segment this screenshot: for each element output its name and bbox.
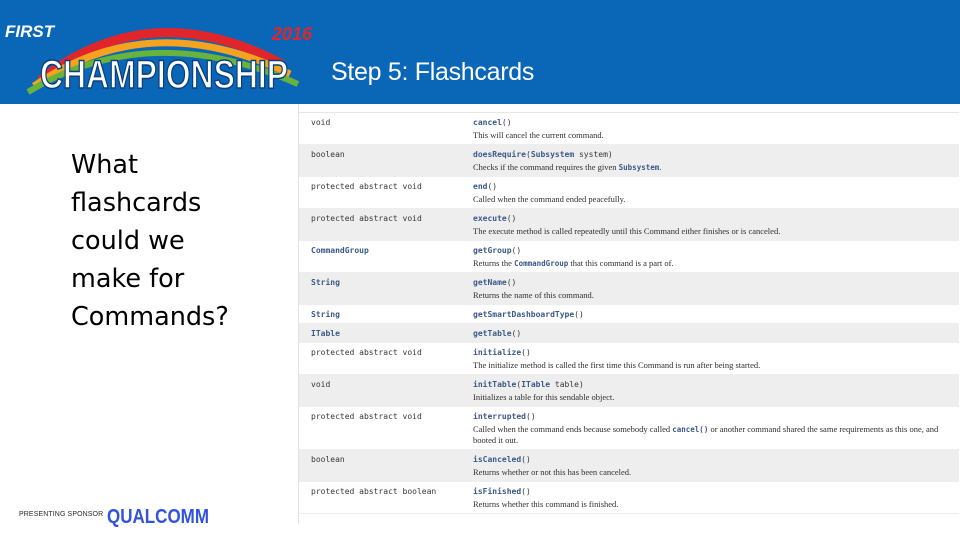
method-description xyxy=(473,499,947,510)
method-signature xyxy=(473,309,947,320)
method-row xyxy=(299,375,959,407)
paren-close: ) xyxy=(607,150,613,159)
method-description xyxy=(473,360,947,371)
header-bar xyxy=(0,0,960,104)
paren-open: ( xyxy=(516,380,522,389)
method-cell xyxy=(473,245,959,269)
paren-close: ) xyxy=(579,380,584,389)
javadoc-method-summary xyxy=(298,104,959,524)
return-type[interactable]: String xyxy=(311,310,340,319)
description-text: Returns whether or not this has been canceled. xyxy=(473,467,632,477)
method-row xyxy=(299,113,959,145)
description-text: This will cancel the current command. xyxy=(473,130,604,140)
method-name-link[interactable]: isCanceled xyxy=(473,455,522,464)
method-signature xyxy=(473,245,947,256)
logo-championship-text: CHAMPIONSHIP xyxy=(40,53,288,97)
paren-open: ( xyxy=(506,214,512,223)
method-signature xyxy=(473,486,947,497)
method-row xyxy=(299,145,959,177)
paren-open: ( xyxy=(521,348,526,357)
method-cell xyxy=(473,411,959,446)
method-name-link[interactable]: end xyxy=(473,182,488,191)
method-cell xyxy=(473,486,959,510)
return-type: protected abstract void xyxy=(311,412,422,421)
method-name-link[interactable]: getTable xyxy=(473,329,512,338)
method-description xyxy=(473,258,947,269)
method-table xyxy=(299,113,959,514)
return-type: void xyxy=(311,380,331,389)
param-type-link[interactable]: ITable xyxy=(521,380,551,389)
description-text: Initializes a table for this sendable object. xyxy=(473,392,615,402)
method-description xyxy=(473,226,947,237)
description-text: or another command shared the same requirements as this one, and booted it out. xyxy=(473,424,939,445)
method-signature xyxy=(473,213,947,224)
method-row xyxy=(299,273,959,305)
method-cell xyxy=(473,328,959,339)
doc-top-edge xyxy=(299,104,959,113)
paren-open: ( xyxy=(511,246,517,255)
paren-close: ) xyxy=(526,348,531,357)
paren-close: ) xyxy=(530,412,536,421)
presenting-sponsor-label: PRESENTING SPONSOR xyxy=(19,511,104,518)
method-row xyxy=(299,305,959,324)
return-type: protected abstract boolean xyxy=(311,487,437,496)
method-row xyxy=(299,241,959,273)
logo-first-text: FIRST xyxy=(5,22,55,41)
method-cell xyxy=(473,309,959,320)
method-cell xyxy=(473,347,959,371)
logo-year-text: 2016 xyxy=(272,24,313,44)
return-type: void xyxy=(311,118,331,127)
method-signature xyxy=(473,181,947,192)
method-row xyxy=(299,343,959,375)
method-cell xyxy=(473,149,959,173)
paren-open: ( xyxy=(487,182,493,191)
method-signature xyxy=(473,328,947,339)
method-name-link[interactable]: isFinished xyxy=(473,487,522,496)
description-text: Returns the xyxy=(473,258,515,268)
method-signature xyxy=(473,117,947,128)
method-name-link[interactable]: doesRequire xyxy=(473,150,526,159)
method-row xyxy=(299,407,959,450)
method-cell xyxy=(473,454,959,478)
method-name-link[interactable]: initialize xyxy=(473,348,522,357)
paren-open: ( xyxy=(525,150,531,159)
qualcomm-logo xyxy=(107,505,211,527)
method-name-link[interactable]: interrupted xyxy=(473,412,526,421)
question-line: make for xyxy=(71,264,185,294)
qualcomm-logo-text: QUALCOMM xyxy=(107,506,209,528)
paren-close: ) xyxy=(511,278,517,287)
description-text: Called when the command ended peacefully. xyxy=(473,194,626,204)
description-text: The initialize method is called the first time this Command is run after being started. xyxy=(473,360,761,370)
method-cell xyxy=(473,379,959,403)
paren-close: ) xyxy=(492,182,498,191)
method-description xyxy=(473,130,947,141)
return-type[interactable]: ITable xyxy=(311,329,340,338)
paren-close: ) xyxy=(506,118,512,127)
paren-close: ) xyxy=(526,487,531,496)
paren-open: ( xyxy=(525,412,531,421)
description-code-link[interactable]: CommandGroup xyxy=(514,259,569,268)
paren-close: ) xyxy=(516,329,522,338)
description-text: Returns whether this command is finished. xyxy=(473,499,619,509)
method-row xyxy=(299,450,959,482)
method-row xyxy=(299,177,959,209)
return-type[interactable]: CommandGroup xyxy=(311,246,369,255)
method-name-link[interactable]: getName xyxy=(473,278,507,287)
paren-close: ) xyxy=(578,310,584,319)
param-name: system xyxy=(574,150,608,159)
method-name-link[interactable]: execute xyxy=(473,214,507,223)
paren-open: ( xyxy=(511,329,517,338)
return-type: protected abstract void xyxy=(311,214,422,223)
paren-open: ( xyxy=(574,310,579,319)
description-text: Called when the command ends because somebody called xyxy=(473,424,673,434)
method-description xyxy=(473,194,947,205)
method-signature xyxy=(473,277,947,288)
slide-title: Step 5: Flashcards xyxy=(331,58,535,86)
method-description xyxy=(473,162,947,173)
method-name-link[interactable]: getSmartDashboardType xyxy=(473,310,575,319)
method-description xyxy=(473,467,947,478)
return-type: protected abstract void xyxy=(311,182,422,191)
description-code-link[interactable]: cancel() xyxy=(672,425,709,434)
description-text: that this command is a part of. xyxy=(568,258,674,268)
method-signature xyxy=(473,149,947,160)
method-cell xyxy=(473,181,959,205)
description-text: Returns the name of this command. xyxy=(473,290,594,300)
method-cell xyxy=(473,277,959,301)
description-code-link[interactable]: Subsystem xyxy=(618,163,660,172)
method-description xyxy=(473,290,947,301)
param-name: table xyxy=(550,380,579,389)
method-signature xyxy=(473,411,947,422)
method-row xyxy=(299,209,959,241)
question-text xyxy=(71,146,271,336)
method-row xyxy=(299,482,959,514)
paren-open: ( xyxy=(506,278,512,287)
return-type[interactable]: String xyxy=(311,278,340,287)
question-line: What xyxy=(71,150,138,180)
method-name-link[interactable]: initTable xyxy=(473,380,517,389)
method-name-link[interactable]: cancel xyxy=(473,118,502,127)
first-championship-logo xyxy=(0,0,330,104)
method-row xyxy=(299,324,959,343)
method-cell xyxy=(473,213,959,237)
question-line: could we xyxy=(71,226,185,256)
method-name-link[interactable]: getGroup xyxy=(473,246,512,255)
return-type: boolean xyxy=(311,150,345,159)
method-signature xyxy=(473,454,947,465)
description-text: The execute method is called repeatedly until this Command either finishes or is canceled. xyxy=(473,226,781,236)
method-description xyxy=(473,424,947,446)
return-type: protected abstract void xyxy=(311,348,422,357)
description-text: . xyxy=(659,162,662,172)
paren-close: ) xyxy=(526,455,531,464)
description-text: Checks if the command requires the given xyxy=(473,162,619,172)
paren-open: ( xyxy=(521,487,526,496)
paren-open: ( xyxy=(501,118,507,127)
question-line: Commands? xyxy=(71,302,229,332)
method-signature xyxy=(473,379,947,390)
paren-close: ) xyxy=(511,214,517,223)
method-signature xyxy=(473,347,947,358)
method-cell xyxy=(473,117,959,141)
paren-close: ) xyxy=(516,246,522,255)
question-line: flashcards xyxy=(71,188,202,218)
method-description xyxy=(473,392,947,403)
paren-open: ( xyxy=(521,455,526,464)
param-type-link[interactable]: Subsystem xyxy=(530,150,575,159)
return-type: boolean xyxy=(311,455,345,464)
